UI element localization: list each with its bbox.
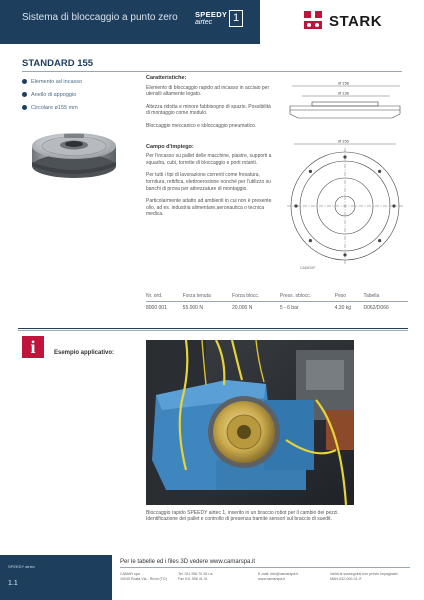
feature-list [22,75,82,114]
footer-note: Validi al susseguirsi non previo impaginato MAN-032-000-01-IT [330,572,398,581]
bullet-icon [22,79,27,84]
spec-header: Forza blocc. [232,292,280,302]
page-header [0,0,424,44]
footer-divider [120,567,410,568]
dimension-top: Ø 158 [338,80,349,86]
application-caption: Bloccaggio rapido SPEEDY airtec 1, inserito in un braccio robot per il cambio dei pezzi. Identificazione dei pallet e controllo di presenza tramite sensori sul braccio di suedit. [146,510,339,523]
page-number: 1.1 [8,580,18,587]
section-divider [18,328,408,329]
spec-cell: 55.000 N [182,305,203,311]
footer-product: SPEEDY airtec [8,564,36,569]
characteristics-heading: Caratteristiche: [146,75,187,81]
bullet-icon [22,92,27,97]
feature-label: Circolare ø155 mm [31,104,78,111]
dimension-inner: Ø 138 [338,90,349,96]
title-divider [22,71,402,72]
spec-table [146,292,408,313]
header-title: Sistema di bloccaggio a punto zero [22,12,178,23]
spec-header: Press. sblocc. [280,292,335,302]
usage-heading: Campo d'impiego: [146,143,194,150]
speedy-logo [195,8,247,32]
product-title: STANDARD 155 [22,58,94,69]
speedy-logo-subtext: airtec [195,19,213,26]
usage-paragraph: Per l'incasso su pallet delle macchine, piastre, supporti a squadra, cubi, torrette di bloccaggio e porti rotanti. [146,153,272,166]
stark-logo [302,10,402,32]
spec-header: Nr. ord. [146,292,183,302]
spec-cell: 20.000 N [232,305,253,311]
spec-header: Forza tenuta [183,292,232,302]
characteristics-paragraph: Bloccaggio meccanico e sbloccaggio pneumatico. [146,122,257,129]
footer-headline: Per le tabelle ed i files 3D vedere www.camarspa.it [120,559,256,565]
characteristics-paragraph: Elemento di bloccaggio rapido ad incasso in acciaio per utensili altamente legato. [146,84,270,98]
application-title: Esempio applicativo: [54,350,115,356]
usage-paragraph: Per tutti i tipi di lavorazione correnti come fresatura, tornitura, rettifica, elettroerosione nonché per l'utilizzo su banchi di prova per attrezzature di montaggio. [146,172,271,192]
spec-cell: D062/D066 [363,305,389,311]
footer-phone: Tel. 011 956 70 28 r.a. Fax 011 956 41 01 [178,572,214,581]
spec-header: Tabella [363,292,408,302]
footer-contact: E-mail: info@camarspa.it www.camarspa.it [258,572,299,581]
stark-mark-icon [302,10,324,30]
technical-drawing [282,78,408,268]
brand-name: STARK [329,13,383,30]
speedy-logo-number: 1 [229,10,243,27]
speedy-logo-text: SPEEDY [195,10,228,19]
bullet-icon [22,105,27,110]
feature-item [22,101,82,114]
feature-item [22,75,82,88]
feature-item [22,88,82,101]
spec-cell: 5 - 6 bar [279,305,299,311]
product-photo [28,118,120,188]
spec-header: Peso [335,292,364,302]
feature-label: Anello di appoggio [31,91,77,98]
description-column [146,75,276,224]
spec-header-row [146,292,408,302]
footer-band [0,555,112,600]
spec-cell: 8000 001 [146,305,167,311]
dimension-diameter: Ø 155 [338,138,349,144]
application-photo [146,340,354,505]
footer-address: CAMAR spa 10040 Rosta Via - Rivoli (TO) [120,572,167,581]
info-icon: i [22,336,44,358]
spec-row [146,302,408,314]
section-divider-thin [18,330,408,331]
characteristics-paragraph: Altezza ridotta e minore fabbisogno di spazio. Possibilità di montaggio come modulo. [146,103,271,117]
usage-paragraph: Particolarmente adatto ad ambienti in cui non è presente olio, ad es. industria alimentare,aeronautica o tecnica medica. [146,198,272,218]
feature-label: Elemento ad incasso [31,78,83,85]
drawing-label: CAD/DXF [300,266,316,270]
spec-cell: 4,30 kg [334,305,352,311]
